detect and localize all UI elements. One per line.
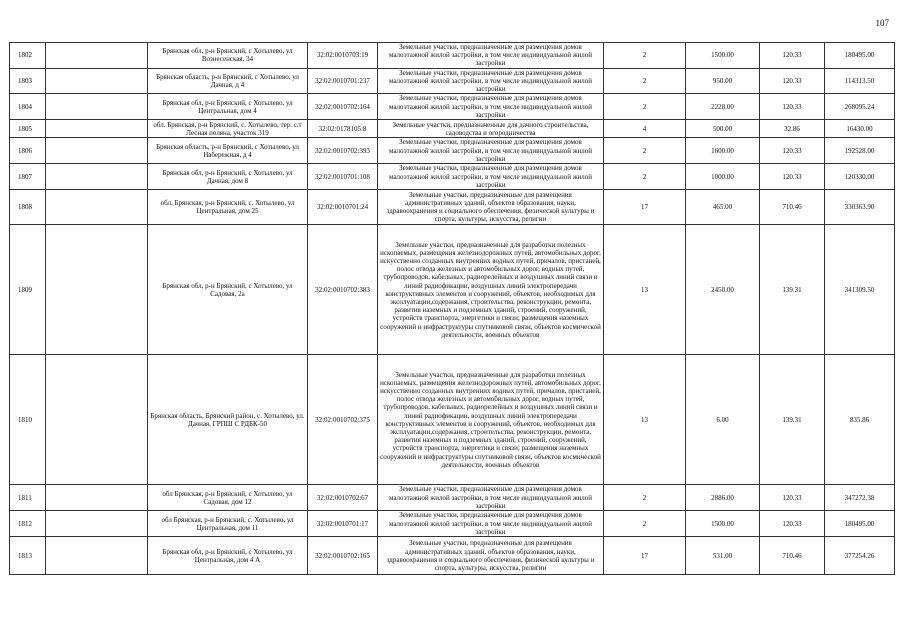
rate-cell: 120.33 <box>760 138 825 164</box>
use-code-cell: 2 <box>604 138 686 164</box>
rate-cell: 139.31 <box>760 355 825 485</box>
cadastral-number-cell: 32:02:0010701:108 <box>308 164 378 190</box>
use-code-cell: 2 <box>604 68 686 94</box>
area-cell: 6.00 <box>686 355 760 485</box>
land-use-cell: Земельные участки, предназначенные для размещения домов малоэтажной жилой застройки, в том числе индивидуальной жилой застройки <box>378 138 604 164</box>
table-row <box>10 138 895 164</box>
land-use-cell: Земельные участки, предназначенные для размещения домов малоэтажной жилой застройки, в том числе индивидуальной жилой застройки <box>378 68 604 94</box>
cadastral-value-cell: 377254.26 <box>825 537 895 575</box>
address-cell: Брянская обл, р-н Брянский, с Хотылево, ул Дачная, дом 8 <box>148 164 308 190</box>
row-number: 1813 <box>10 537 46 575</box>
land-use-cell: Земельные участки, предназначенные для размещения домов малоэтажной жилой застройки, в том числе индивидуальной жилой застройки <box>378 511 604 537</box>
empty-cell <box>46 43 148 69</box>
area-cell: 1000.00 <box>686 164 760 190</box>
land-use-cell: Земельные участки, предназначенные для разработки полезных ископаемых, размещения железнодорожных путей, автомобильных дорог, искусственно созданных внутренних водных путей, причалов, пристаней, полос отвода железных и автомобильных дорог, водных путей, трубопроводов, кабельных, радиорелейных и воздушных линий связи и линий радиофикации, воздушных линий электропередачи конструктивных элементов и сооружений, объектов, необходимых для эксплуатации,содержания, строительства, реконструкции, ремонта, развития наземных и подземных зданий, строений, сооружений, устройств транспорта, энергетики и связи; размещения наземных сооружений и инфраструктуры спутниковой связи, объектов космической деятельности, военных объектов <box>378 355 604 485</box>
land-use-cell: Земельные участки, предназначенные для размещения домов малоэтажной жилой застройки, в том числе индивидуальной жилой застройки <box>378 43 604 69</box>
row-number: 1805 <box>10 120 46 138</box>
cadastral-number-cell: 32:02:0010702:164 <box>308 94 378 120</box>
empty-cell <box>46 537 148 575</box>
land-use-cell: Земельные участки, предназначенные для размещения административных зданий, объектов образования, науки, здравоохранения и социального обеспечения, физической культуры и спорта, культуры, искусства, религии <box>378 537 604 575</box>
table-row <box>10 190 895 225</box>
land-use-cell: Земельные участки, предназначенные для размещения домов малоэтажной жилой застройки, в том числе индивидуальной жилой застройки <box>378 485 604 511</box>
area-cell: 2450.00 <box>686 225 760 355</box>
address-cell: обл. Брянская, р-н Брянский, с. Хотылево, тер. с.т Лесная поляна, участок 319 <box>148 120 308 138</box>
empty-cell <box>46 355 148 485</box>
cadastral-number-cell: 32:02:0010701:24 <box>308 190 378 225</box>
empty-cell <box>46 138 148 164</box>
cadastral-number-cell: 32:02:0010702:383 <box>308 225 378 355</box>
cadastral-number-cell: 32:02:0010702:165 <box>308 537 378 575</box>
area-cell: 500.00 <box>686 120 760 138</box>
rate-cell: 120.33 <box>760 164 825 190</box>
table-row <box>10 355 895 485</box>
rate-cell: 120.33 <box>760 511 825 537</box>
cadastral-value-cell: 180495.00 <box>825 43 895 69</box>
address-cell: обл Брянская, р-н Брянский, с Хотылево, ул Садовая, дом 12 <box>148 485 308 511</box>
table-row <box>10 164 895 190</box>
cadastral-value-cell: 192528.00 <box>825 138 895 164</box>
area-cell: 1500.00 <box>686 43 760 69</box>
use-code-cell: 17 <box>604 537 686 575</box>
address-cell: Брянская область, Брянский район, с. Хотылево, ул. Дачная, ГРПШ С РДБК-50 <box>148 355 308 485</box>
address-cell: Брянская область, р-н Брянский, с Хотылево, ул Дачная, д 4 <box>148 68 308 94</box>
area-cell: 950.00 <box>686 68 760 94</box>
land-use-cell: Земельные участки, предназначенные для разработки полезных ископаемых, размещения железнодорожных путей, автомобильных дорог, искусственно созданных внутренних водных путей, причалов, пристаней, полос отвода железных и автомобильных дорог, водных путей, трубопроводов, кабельных, радиорелейных и воздушных линий связи и линий радиофикации, воздушных линий электропередачи конструктивных элементов и сооружений, объектов, необходимых для эксплуатации,содержания, строительства, реконструкции, ремонта, развития наземных и подземных зданий, строений, сооружений, устройств транспорта, энергетики и связи; размещения наземных сооружений и инфраструктуры спутниковой связи, объектов космической деятельности, военных объектов <box>378 225 604 355</box>
table-row <box>10 94 895 120</box>
cadastral-number-cell: 32:02:0178105:8 <box>308 120 378 138</box>
use-code-cell: 17 <box>604 190 686 225</box>
empty-cell <box>46 511 148 537</box>
address-cell: Брянская обл, р-н Брянский, с Хотылево, ул Вознесенская, 34 <box>148 43 308 69</box>
address-cell: обл. Брянская, р-н Брянский, с. Хотылево, ул Центральная, дом 25 <box>148 190 308 225</box>
empty-cell <box>46 225 148 355</box>
page-number: 107 <box>875 18 889 28</box>
cadastral-value-cell: 341309.50 <box>825 225 895 355</box>
empty-cell <box>46 94 148 120</box>
table-row <box>10 511 895 537</box>
rate-cell: 139.31 <box>760 225 825 355</box>
cadastral-number-cell: 32:02:0010701:237 <box>308 68 378 94</box>
empty-cell <box>46 164 148 190</box>
area-cell: 1600.00 <box>686 138 760 164</box>
land-registry-table <box>9 42 895 575</box>
address-cell: обл Брянская, р-н Брянский, с. Хотылево, ул Центральная, дом 11 <box>148 511 308 537</box>
use-code-cell: 13 <box>604 355 686 485</box>
table-row <box>10 68 895 94</box>
address-cell: Брянская область, р-н Брянский, с Хотылево, ул Набережная, д 4 <box>148 138 308 164</box>
address-cell: Брянская обл, р-н Брянский, с Хотылево, ул Центральная, дом 4 А <box>148 537 308 575</box>
cadastral-value-cell: 114313.50 <box>825 68 895 94</box>
address-cell: Брянская обл, р-н Брянский, с Хотылево, ул Центральная, дом 4 <box>148 94 308 120</box>
rate-cell: 120.33 <box>760 94 825 120</box>
use-code-cell: 2 <box>604 43 686 69</box>
row-number: 1809 <box>10 225 46 355</box>
table-row <box>10 225 895 355</box>
cadastral-value-cell: 268095.24 <box>825 94 895 120</box>
row-number: 1807 <box>10 164 46 190</box>
use-code-cell: 13 <box>604 225 686 355</box>
use-code-cell: 2 <box>604 511 686 537</box>
cadastral-number-cell: 32:02:0010702:375 <box>308 355 378 485</box>
table-row <box>10 43 895 69</box>
rate-cell: 710.46 <box>760 190 825 225</box>
empty-cell <box>46 190 148 225</box>
row-number: 1803 <box>10 68 46 94</box>
row-number: 1806 <box>10 138 46 164</box>
use-code-cell: 2 <box>604 164 686 190</box>
row-number: 1808 <box>10 190 46 225</box>
table-row <box>10 537 895 575</box>
row-number: 1802 <box>10 43 46 69</box>
rate-cell: 710.46 <box>760 537 825 575</box>
cadastral-number-cell: 32:02:0010701:17 <box>308 511 378 537</box>
cadastral-value-cell: 330363.90 <box>825 190 895 225</box>
empty-cell <box>46 120 148 138</box>
cadastral-value-cell: 835.86 <box>825 355 895 485</box>
land-use-cell: Земельные участки, предназначенные для размещения домов малоэтажной жилой застройки, в том числе индивидуальной жилой застройки <box>378 164 604 190</box>
cadastral-value-cell: 347272.38 <box>825 485 895 511</box>
rate-cell: 32.86 <box>760 120 825 138</box>
row-number: 1812 <box>10 511 46 537</box>
cadastral-number-cell: 32:02:0010702:67 <box>308 485 378 511</box>
land-use-cell: Земельные участки, предназначенные для размещения административных зданий, объектов образования, науки, здравоохранения и социального обеспечения, физической культуры и спорта, культуры, искусства, религии <box>378 190 604 225</box>
land-use-cell: Земельные участки, предназначенные для дачного строительства, садоводства и огородничества <box>378 120 604 138</box>
table-row <box>10 485 895 511</box>
row-number: 1810 <box>10 355 46 485</box>
cadastral-value-cell: 120330.00 <box>825 164 895 190</box>
row-number: 1804 <box>10 94 46 120</box>
cadastral-value-cell: 180495.00 <box>825 511 895 537</box>
rate-cell: 120.33 <box>760 485 825 511</box>
rate-cell: 120.33 <box>760 68 825 94</box>
use-code-cell: 2 <box>604 485 686 511</box>
area-cell: 465.00 <box>686 190 760 225</box>
cadastral-value-cell: 16430.00 <box>825 120 895 138</box>
area-cell: 531.00 <box>686 537 760 575</box>
row-number: 1811 <box>10 485 46 511</box>
land-use-cell: Земельные участки, предназначенные для размещения домов малоэтажной жилой застройки, в том числе индивидуальной жилой застройки <box>378 94 604 120</box>
rate-cell: 120.33 <box>760 43 825 69</box>
cadastral-number-cell: 32:02:0010703:19 <box>308 43 378 69</box>
empty-cell <box>46 68 148 94</box>
area-cell: 2228.00 <box>686 94 760 120</box>
address-cell: Брянская обл, р-н Брянский, с Хотылево, ул Садовая, 2а <box>148 225 308 355</box>
cadastral-number-cell: 32:02:0010702:393 <box>308 138 378 164</box>
table-row <box>10 120 895 138</box>
use-code-cell: 2 <box>604 94 686 120</box>
use-code-cell: 4 <box>604 120 686 138</box>
empty-cell <box>46 485 148 511</box>
area-cell: 2886.00 <box>686 485 760 511</box>
area-cell: 1500.00 <box>686 511 760 537</box>
